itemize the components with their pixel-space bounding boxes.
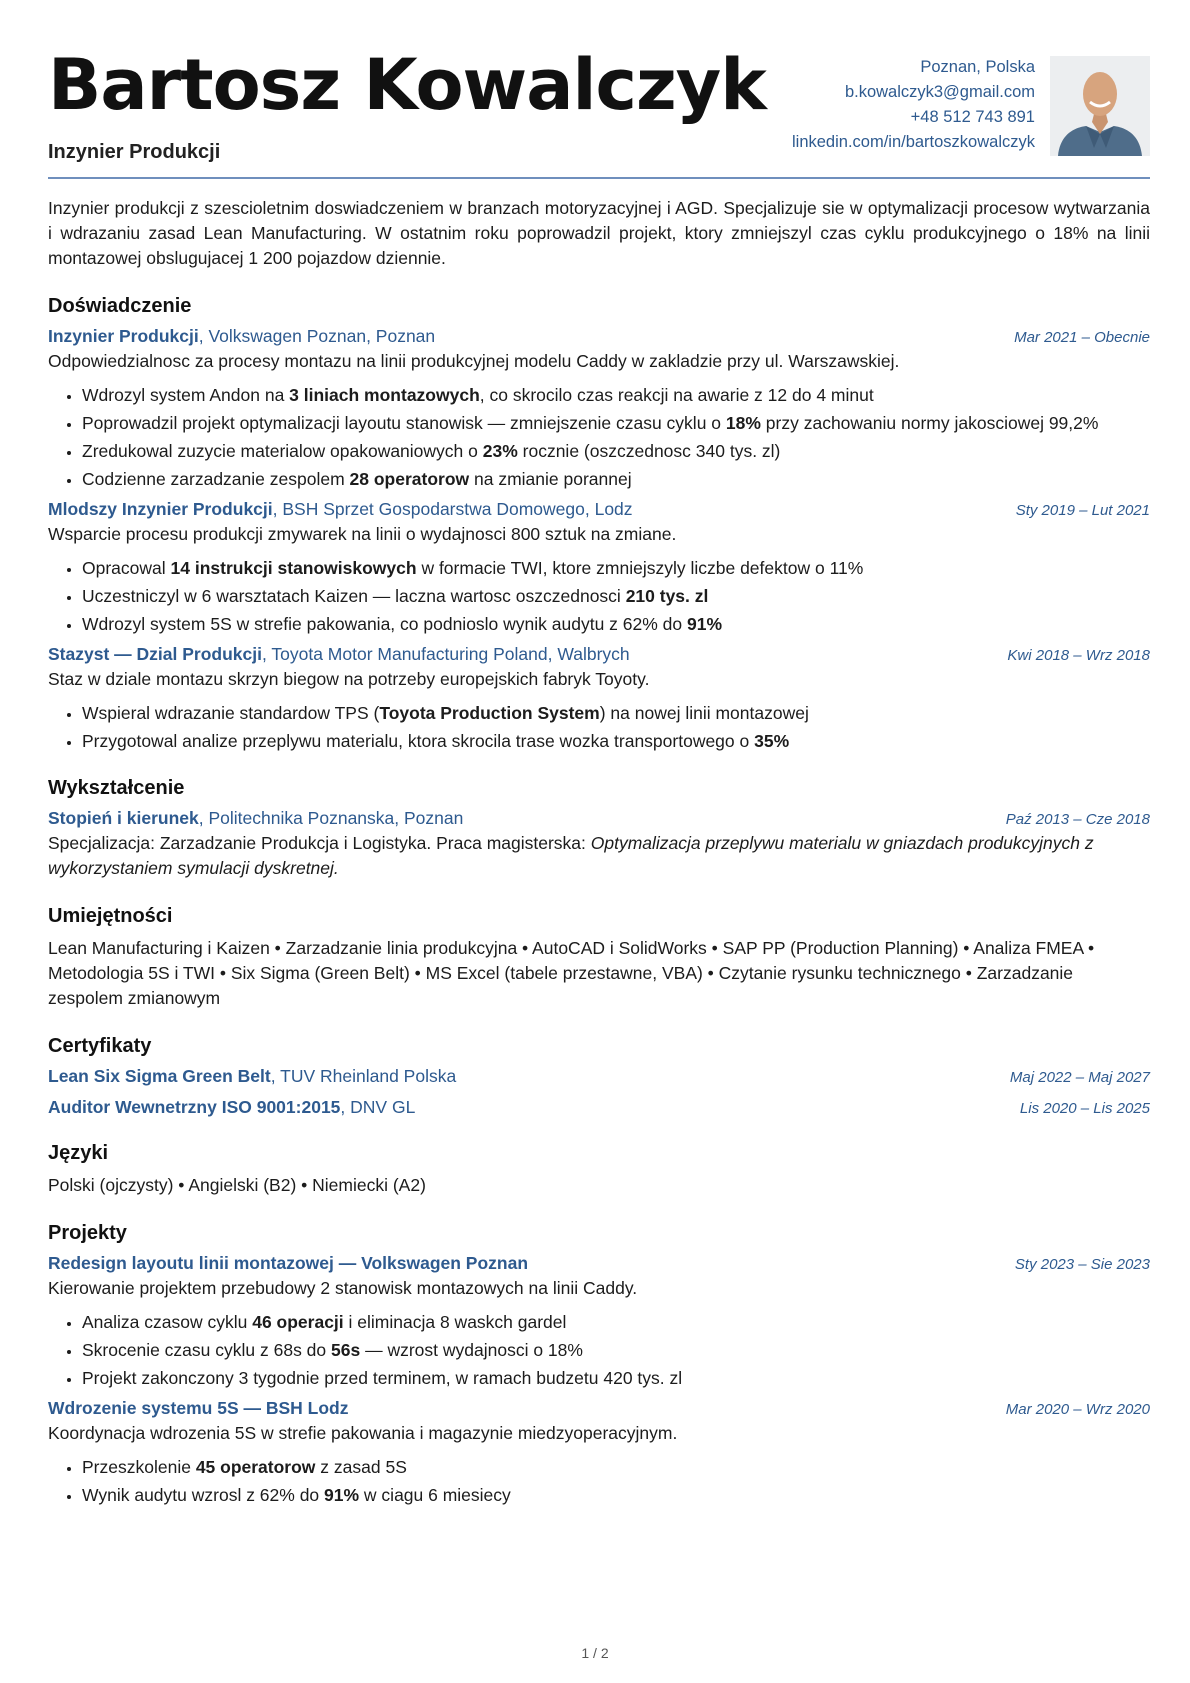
location-text: Poznan, Polska	[920, 58, 1035, 76]
project-entry	[48, 1398, 1150, 1507]
education-heading: Wykształcenie	[48, 777, 185, 799]
entry-title-line	[48, 499, 633, 520]
bullet-highlight: 3 liniach montazowych	[289, 385, 480, 405]
thesis-title: Optymalizacja przeplywu materialu w gniazdach produkcyjnych z wykorzystaniem symulacji dyskretnej.	[48, 833, 1094, 878]
entry-header	[48, 1097, 1150, 1118]
languages-heading: Języki	[48, 1142, 109, 1164]
entry-description: Odpowiedzialnosc za procesy montazu na linii produkcyjnej modelu Caddy w zakladzie przy ul. Warszawskiej.	[48, 351, 900, 371]
bullet-text: Opracowal	[82, 558, 171, 578]
bullet-text: Skrocenie czasu cyklu z 68s do	[82, 1340, 332, 1360]
bullet-highlight: Toyota Production System	[379, 703, 600, 723]
entry-title: Mlodszy Inzynier Produkcji	[48, 499, 273, 519]
bullet-highlight: 210 tys. zl	[625, 586, 709, 606]
entry-organization: , BSH Sprzet Gospodarstwa Domowego, Lodz	[272, 499, 633, 519]
bullet-highlight: 14 instrukcji stanowiskowych	[170, 558, 417, 578]
skills-list: Lean Manufacturing i Kaizen • Zarzadzanie linia produkcyjna • AutoCAD i SolidWorks • SAP PP (Production Planning) • Analiza FMEA • Metodologia 5S i TWI • Six Sigma (Green Belt) • MS Excel (tabele przestawne, VBA) • Czytanie rysunku technicznego • Zarzadzanie zespolem zmianowym	[48, 938, 1095, 1008]
entry-dates: Maj 2022 – Maj 2027	[1009, 1069, 1150, 1086]
school-name: , Politechnika Poznanska, Poznan	[198, 808, 464, 828]
bullet-item	[82, 612, 1150, 636]
entry-description: Kierowanie projektem przebudowy 2 stanowisk montazowych na linii Caddy.	[48, 1278, 638, 1298]
bullet-text: Projekt zakonczony 3 tygodnie przed terminem, w ramach budzetu 420 tys. zl	[82, 1368, 683, 1388]
bullet-text: Wynik audytu wzrosl z 62% do	[82, 1485, 325, 1505]
entry-header	[48, 1253, 1150, 1274]
entry-title: Lean Six Sigma Green Belt	[48, 1066, 271, 1086]
bullet-list	[48, 556, 1150, 636]
bullet-highlight: 91%	[687, 614, 723, 634]
bullet-item	[82, 411, 1150, 435]
bullet-item	[82, 1310, 1150, 1334]
entry-title-line	[48, 326, 435, 347]
bullet-item	[82, 1455, 1150, 1479]
projects-list	[48, 1253, 1150, 1507]
entry-title-line	[48, 644, 630, 665]
skills-heading: Umiejętności	[48, 905, 173, 927]
entry-dates: Lis 2020 – Lis 2025	[1019, 1100, 1150, 1117]
bullet-item	[82, 701, 1150, 725]
entry-dates: Mar 2021 – Obecnie	[1014, 329, 1150, 346]
entry-title: Auditor Wewnetrzny ISO 9001:2015	[48, 1097, 341, 1117]
bullet-item	[82, 556, 1150, 580]
bullet-highlight: 23%	[482, 441, 518, 461]
bullet-highlight: 35%	[754, 731, 790, 751]
entry-dates: Mar 2020 – Wrz 2020	[1005, 1401, 1150, 1418]
bullet-text: , co skrocilo czas reakcji na awarie z 12 do 4 minut	[479, 385, 874, 405]
entry-header	[48, 1398, 1150, 1419]
bullet-item	[82, 729, 1150, 753]
job-title: Inzynier Produkcji	[48, 141, 221, 163]
bullet-text: Wdrozyl system Andon na	[82, 385, 290, 405]
bullet-item	[82, 1483, 1150, 1507]
bullet-item	[82, 1338, 1150, 1362]
entry-header	[48, 644, 1150, 665]
page-number: 1 / 2	[581, 1645, 609, 1661]
bullet-list	[48, 1310, 1150, 1390]
bullet-list	[48, 1455, 1150, 1507]
bullet-highlight: 28 operatorow	[349, 469, 470, 489]
bullet-text: z zasad 5S	[315, 1457, 407, 1477]
entry-dates: Kwi 2018 – Wrz 2018	[1007, 647, 1150, 664]
bullet-text: w ciagu 6 miesiecy	[359, 1485, 511, 1505]
header	[48, 0, 1150, 178]
entry	[48, 326, 1150, 491]
entry-title: Wdrozenie systemu 5S — BSH Lodz	[48, 1398, 349, 1418]
entry-header	[48, 1066, 1150, 1087]
entry-title-line	[48, 1097, 415, 1118]
project-entry	[48, 1253, 1150, 1390]
bullet-text: Wspieral wdrazanie standardow TPS (	[82, 703, 380, 723]
entry-organization: , Volkswagen Poznan, Poznan	[198, 326, 436, 346]
email-link[interactable]: b.kowalczyk3@gmail.com	[844, 83, 1035, 101]
entry-organization: , TUV Rheinland Polska	[270, 1066, 457, 1086]
bullet-text: Wdrozyl system 5S w strefie pakowania, co podnioslo wynik audytu z 62% do	[82, 614, 688, 634]
bullet-text: Zredukowal zuzycie materialow opakowaniowych o	[82, 441, 483, 461]
bullet-highlight: 56s	[331, 1340, 361, 1360]
bullet-text: rocznie (oszczednosc 340 tys. zl)	[517, 441, 781, 461]
bullet-text: Przeszkolenie	[82, 1457, 196, 1477]
certificates-heading: Certyfikaty	[48, 1035, 152, 1057]
bullet-text: Przygotowal analize przeplywu materialu, ktora skrocila trase wozka transportowego o	[82, 731, 755, 751]
bullet-text: Uczestniczyl w 6 warsztatach Kaizen — laczna wartosc oszczednosci	[82, 586, 626, 606]
education-entry	[48, 808, 1150, 881]
candidate-name: Bartosz Kowalczyk	[48, 44, 766, 126]
entry-header	[48, 326, 1150, 347]
linkedin-link[interactable]: linkedin.com/in/bartoszkowalczyk	[791, 133, 1035, 151]
profile-photo	[1050, 56, 1150, 156]
projects-heading: Projekty	[48, 1222, 127, 1244]
certificate-entry	[48, 1066, 1150, 1087]
bullet-item	[82, 383, 1150, 407]
entry-description: Staz w dziale montazu skrzyn biegow na potrzeby europejskich fabryk Toyoty.	[48, 669, 650, 689]
entry-dates: Sty 2023 – Sie 2023	[1014, 1256, 1150, 1273]
bullet-text: Codzienne zarzadzanie zespolem	[82, 469, 350, 489]
bullet-text: przy zachowaniu normy jakosciowej 99,2%	[760, 413, 1099, 433]
header-divider	[48, 177, 1150, 179]
summary-paragraph: Inzynier produkcji z szescioletnim doswiadczeniem w branzach motoryzacyjnej i AGD. Specjalizuje sie w optymalizacji procesow wytwarzania i wdrazaniu zasad Lean Manufacturing. W ostatnim roku poprowadzil projekt, ktory zmniejszyl czas cyklu produkcyjnego o 18% na linii montazowej obslugujacej 1 200 pojazdow dziennie.	[48, 198, 1150, 268]
bullet-text: ) na nowej linii montazowej	[599, 703, 809, 723]
entry-title-line	[48, 1066, 456, 1087]
bullet-item	[82, 1366, 1150, 1390]
entry-organization: , Toyota Motor Manufacturing Poland, Walbrych	[261, 644, 630, 664]
entry-organization: , DNV GL	[340, 1097, 416, 1117]
bullet-text: na zmianie porannej	[469, 469, 632, 489]
entry-description: Wsparcie procesu produkcji zmywarek na linii o wydajnosci 800 sztuk na zmiane.	[48, 524, 677, 544]
degree-title: Stopień i kierunek	[48, 808, 199, 828]
entry	[48, 499, 1150, 636]
bullet-text: w formacie TWI, ktore zmniejszyly liczbe defektow o 11%	[416, 558, 864, 578]
bullet-text: Poprowadzil projekt optymalizacji layoutu stanowisk — zmniejszenie czasu cyklu o	[82, 413, 726, 433]
entry-header	[48, 499, 1150, 520]
experience-heading: Doświadczenie	[48, 295, 192, 317]
bullet-text: Analiza czasow cyklu	[82, 1312, 253, 1332]
bullet-highlight: 45 operatorow	[195, 1457, 316, 1477]
bullet-highlight: 91%	[324, 1485, 360, 1505]
bullet-item	[82, 584, 1150, 608]
entry-title: Redesign layoutu linii montazowej — Volkswagen Poznan	[48, 1253, 529, 1273]
bullet-text: — wzrost wydajnosci o 18%	[360, 1340, 583, 1360]
bullet-item	[82, 467, 1150, 491]
education-description: Specjalizacja: Zarzadzanie Produkcja i Logistyka. Praca magisterska: Optymalizacja przeplywu materialu w gniazdach produkcyjnych z wykorzystaniem symulacji dyskretnej.	[48, 833, 1094, 878]
bullet-list	[48, 701, 1150, 753]
resume-page	[48, 0, 1150, 1511]
experience-list	[48, 326, 1150, 753]
certificate-entry	[48, 1097, 1150, 1118]
bullet-highlight: 46 operacji	[252, 1312, 344, 1332]
entry-dates: Sty 2019 – Lut 2021	[1015, 502, 1150, 519]
entry-description: Koordynacja wdrozenia 5S w strefie pakowania i magazynie miedzyoperacyjnym.	[48, 1423, 678, 1443]
bullet-highlight: 18%	[725, 413, 761, 433]
entry	[48, 644, 1150, 753]
bullet-text: i eliminacja 8 waskch gardel	[343, 1312, 567, 1332]
entry-title-line	[48, 1253, 528, 1274]
education-dates: Paź 2013 – Cze 2018	[1005, 811, 1150, 828]
certificates-list	[48, 1066, 1150, 1118]
contact-block	[792, 55, 1035, 155]
languages-list: Polski (ojczysty) • Angielski (B2) • Niemiecki (A2)	[48, 1175, 426, 1195]
phone-link[interactable]: +48 512 743 891	[910, 108, 1035, 126]
entry-title: Inzynier Produkcji	[48, 326, 199, 346]
entry-title-line	[48, 1398, 348, 1419]
bullet-list	[48, 383, 1150, 491]
entry-title: Stazyst — Dzial Produkcji	[48, 644, 262, 664]
bullet-item	[82, 439, 1150, 463]
